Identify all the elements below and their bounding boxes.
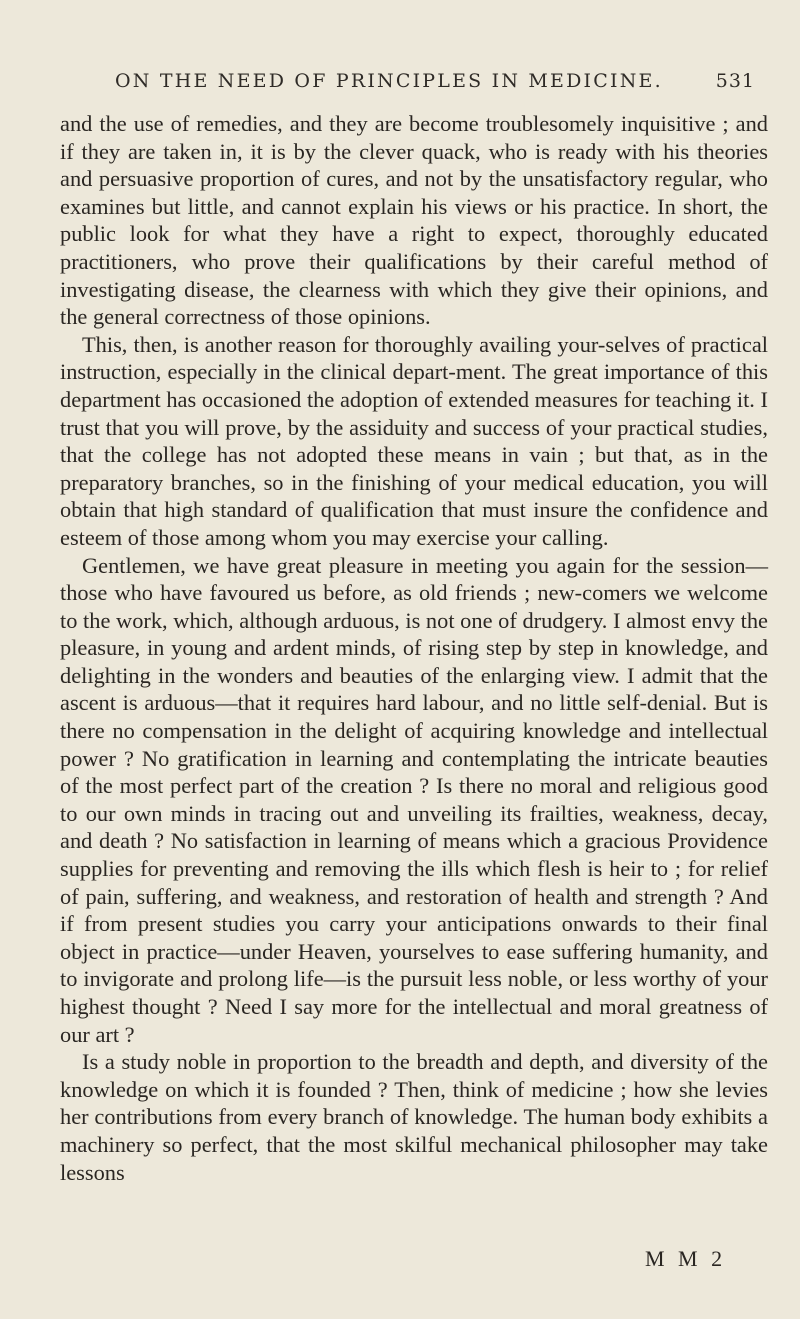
- paragraph: Gentlemen, we have great pleasure in meeting you again for the session—those who have favoured us before, as old friends ; new-comers we welcome to the work, which, although arduous, is not one of drudgery. I almost envy the pleasure, in young and ardent minds, of rising step by step in knowledge, and delighting in the wonders and beauties of the enlarging view. I admit that the ascent is arduous—that it requires hard labour, and no little self-denial. But is there no compensation in the delight of acquiring knowledge and intellectual power ? No gratification in learning and contemplating the intricate beauties of the most perfect part of the creation ? Is there no moral and religious good to our own minds in tracing out and unveiling its frailties, weakness, decay, and death ? No satisfaction in learning of means which a gracious Providence supplies for preventing and removing the ills which flesh is heir to ; for relief of pain, suffering, and weakness, and restoration of health and strength ? And if from present studies you carry your anticipations onwards to their final object in practice—under Heaven, yourselves to ease suffering humanity, and to invigorate and prolong life—is the pursuit less noble, or less worthy of your highest thought ? Need I say more for the intellectual and moral greatness of our art ?: [60, 552, 768, 1047]
- paragraph: Is a study noble in proportion to the breadth and depth, and diversity of the knowledge on which it is founded ? Then, think of medicine ; how she levies her contributions from every branch of knowledge. The human body exhibits a machinery so perfect, that the most skilful mechanical philosopher may take lessons: [60, 1049, 768, 1185]
- running-head: [115, 70, 755, 96]
- paragraph: This, then, is another reason for thoroughly availing your-selves of practical instruction, especially in the clinical depart-ment. The great importance of this department has occasioned the adoption of extended measures for teaching it. I trust that you will prove, by the assiduity and success of your practical studies, that the college has not adopted these means in vain ; but that, as in the preparatory branches, so in the finishing of your medical education, you will obtain that high standard of qualification that must insure the confidence and esteem of those among whom you may exercise your calling.: [60, 331, 768, 550]
- running-head-title: ON THE NEED OF PRINCIPLES IN MEDICINE.: [115, 70, 663, 92]
- page-number: 531: [715, 70, 755, 92]
- paragraph-continued: and the use of remedies, and they are become troublesomely inquisitive ; and if they are taken in, it is by the clever quack, who is ready with his theories and persuasive proportion of cures, and not by the unsatisfactory regular, who examines but little, and cannot explain his views or his practice. In short, the public look for what they have a right to expect, thoroughly educated practitioners, who prove their qualifications by their careful method of investigating disease, the clearness with which they give their opinions, and the general correctness of those opinions.: [60, 111, 768, 330]
- body-text: [60, 110, 768, 1186]
- signature-mark: M M 2: [645, 1246, 727, 1271]
